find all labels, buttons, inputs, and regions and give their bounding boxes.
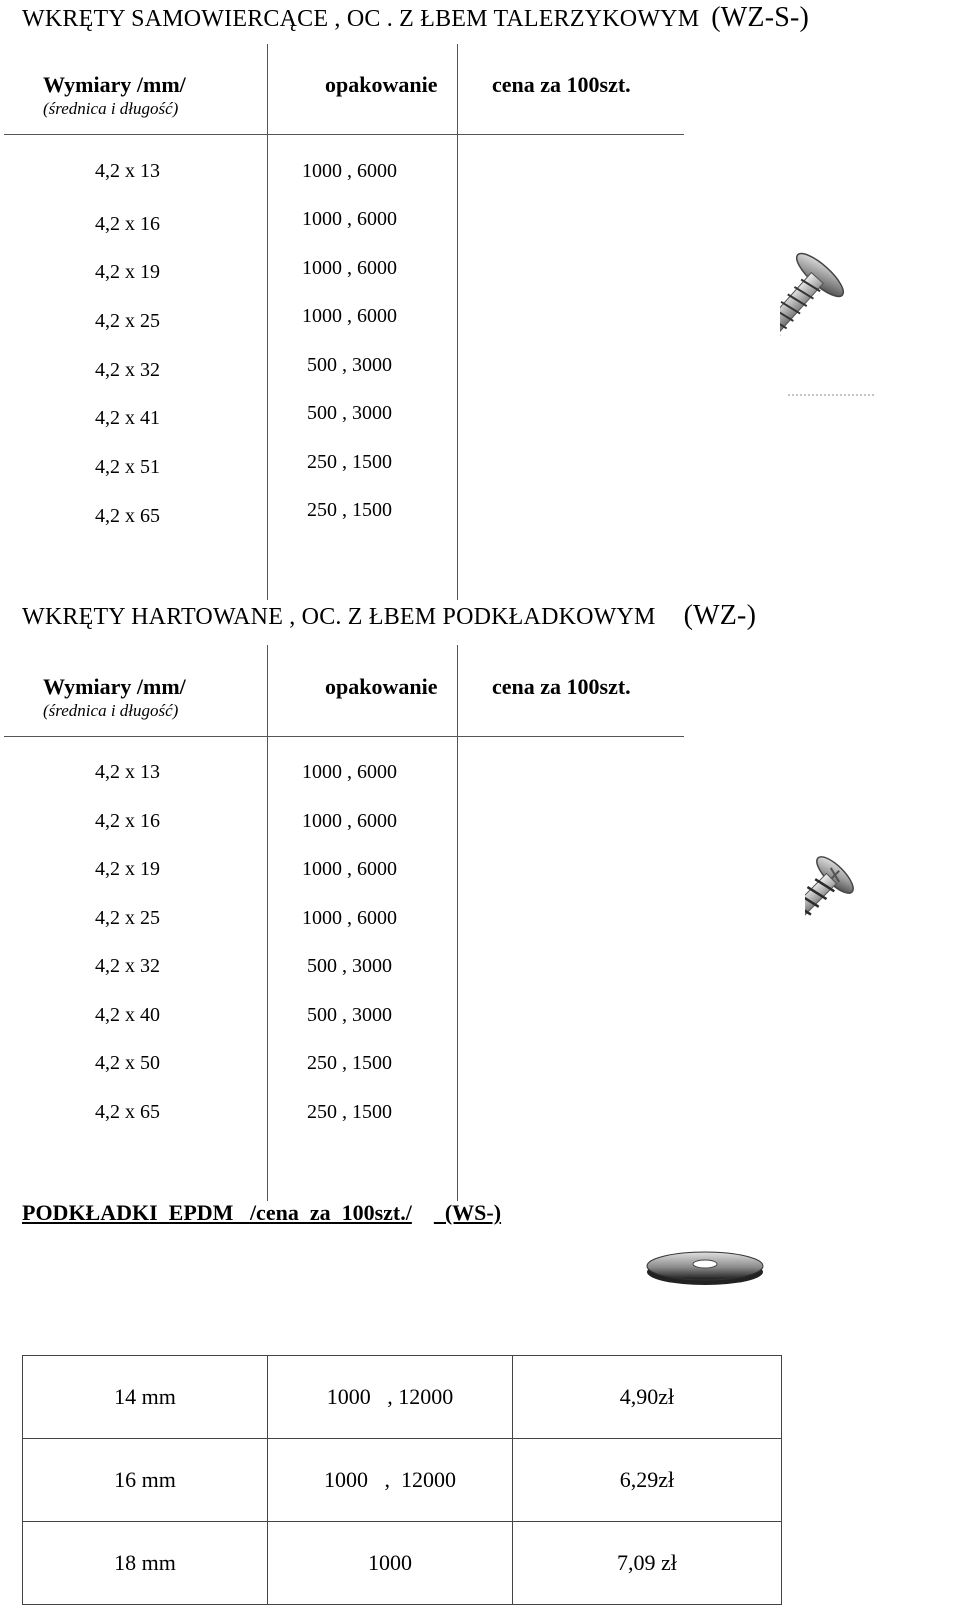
s2-size-0: 4,2 x 13 — [95, 761, 160, 783]
section2-code: (WZ-) — [683, 600, 757, 631]
s2-size-5: 4,2 x 40 — [95, 1004, 160, 1026]
pan-head-screw-image — [805, 850, 935, 980]
epdm-pack-cell: 1000 — [268, 1522, 513, 1605]
epdm-washer-table — [22, 1355, 782, 1605]
s1-pack-0: 1000 , 6000 — [302, 160, 397, 182]
s1-size-6: 4,2 x 51 — [95, 456, 160, 478]
s2-pack-3: 1000 , 6000 — [302, 907, 397, 929]
epdm-washer-image — [640, 1240, 770, 1295]
s1-pack-5: 500 , 3000 — [307, 402, 392, 424]
section3-code: (WS-) — [433, 1200, 502, 1225]
table-row — [23, 1356, 782, 1439]
s2-pack-7: 250 , 1500 — [307, 1101, 392, 1123]
s2-size-2: 4,2 x 19 — [95, 858, 160, 880]
section2-header-rule — [4, 736, 684, 737]
s1-size-3: 4,2 x 25 — [95, 310, 160, 332]
s1-pack-4: 500 , 3000 — [307, 354, 392, 376]
section3-title-text: PODKŁADKI EPDM /cena za 100szt./ — [22, 1200, 412, 1225]
s1-size-1: 4,2 x 16 — [95, 213, 160, 235]
section2-header-price: cena za 100szt. — [492, 674, 631, 699]
section3-title — [22, 1200, 501, 1226]
wafer-head-screw-image — [780, 245, 940, 405]
epdm-price-cell: 4,90zł — [513, 1356, 782, 1439]
s2-size-4: 4,2 x 32 — [95, 955, 160, 977]
s2-pack-2: 1000 , 6000 — [302, 858, 397, 880]
s1-size-7: 4,2 x 65 — [95, 505, 160, 527]
epdm-pack-cell: 1000 , 12000 — [268, 1439, 513, 1522]
table-row — [23, 1439, 782, 1522]
section1-title-text: WKRĘTY SAMOWIERCĄCE , OC . Z ŁBEM TALERZYKOWYM — [22, 6, 700, 32]
section1-divider-2 — [457, 44, 458, 600]
s2-size-1: 4,2 x 16 — [95, 810, 160, 832]
section2-divider-2 — [457, 645, 458, 1201]
s1-size-4: 4,2 x 32 — [95, 359, 160, 381]
section1-header-dimensions-sub: (średnica i długość) — [43, 99, 179, 118]
section2-title — [22, 600, 756, 632]
s1-pack-1: 1000 , 6000 — [302, 208, 397, 230]
epdm-price-cell: 7,09 zł — [513, 1522, 782, 1605]
section2-header-dimensions: Wymiary /mm/ — [43, 674, 186, 699]
epdm-pack-cell: 1000 , 12000 — [268, 1356, 513, 1439]
section2-divider-1 — [267, 645, 268, 1201]
s1-pack-3: 1000 , 6000 — [302, 305, 397, 327]
section1-header-rule — [4, 134, 684, 135]
s1-pack-6: 250 , 1500 — [307, 451, 392, 473]
section2-header-dimensions-sub: (średnica i długość) — [43, 701, 179, 720]
section1-title — [22, 2, 809, 34]
epdm-price-cell: 6,29zł — [513, 1439, 782, 1522]
section1-divider-1 — [267, 44, 268, 600]
s1-pack-2: 1000 , 6000 — [302, 257, 397, 279]
s1-size-2: 4,2 x 19 — [95, 261, 160, 283]
section1-header-dimensions: Wymiary /mm/ — [43, 72, 186, 97]
section1-header-price: cena za 100szt. — [492, 72, 631, 97]
epdm-size-cell: 16 mm — [23, 1439, 268, 1522]
s2-pack-1: 1000 , 6000 — [302, 810, 397, 832]
s2-pack-4: 500 , 3000 — [307, 955, 392, 977]
section1-code: (WZ-S-) — [711, 2, 810, 33]
section2-header-packaging: opakowanie — [325, 674, 438, 699]
section2-title-text: WKRĘTY HARTOWANE , OC. Z ŁBEM PODKŁADKOWYM — [22, 604, 656, 630]
s2-size-6: 4,2 x 50 — [95, 1052, 160, 1074]
s2-pack-6: 250 , 1500 — [307, 1052, 392, 1074]
epdm-size-cell: 14 mm — [23, 1356, 268, 1439]
s1-pack-7: 250 , 1500 — [307, 499, 392, 521]
s2-size-7: 4,2 x 65 — [95, 1101, 160, 1123]
section1-header-packaging: opakowanie — [325, 72, 438, 97]
s2-pack-0: 1000 , 6000 — [302, 761, 397, 783]
table-row — [23, 1522, 782, 1605]
epdm-size-cell: 18 mm — [23, 1522, 268, 1605]
s2-pack-5: 500 , 3000 — [307, 1004, 392, 1026]
s2-size-3: 4,2 x 25 — [95, 907, 160, 929]
s1-size-0: 4,2 x 13 — [95, 160, 160, 182]
s1-size-5: 4,2 x 41 — [95, 407, 160, 429]
